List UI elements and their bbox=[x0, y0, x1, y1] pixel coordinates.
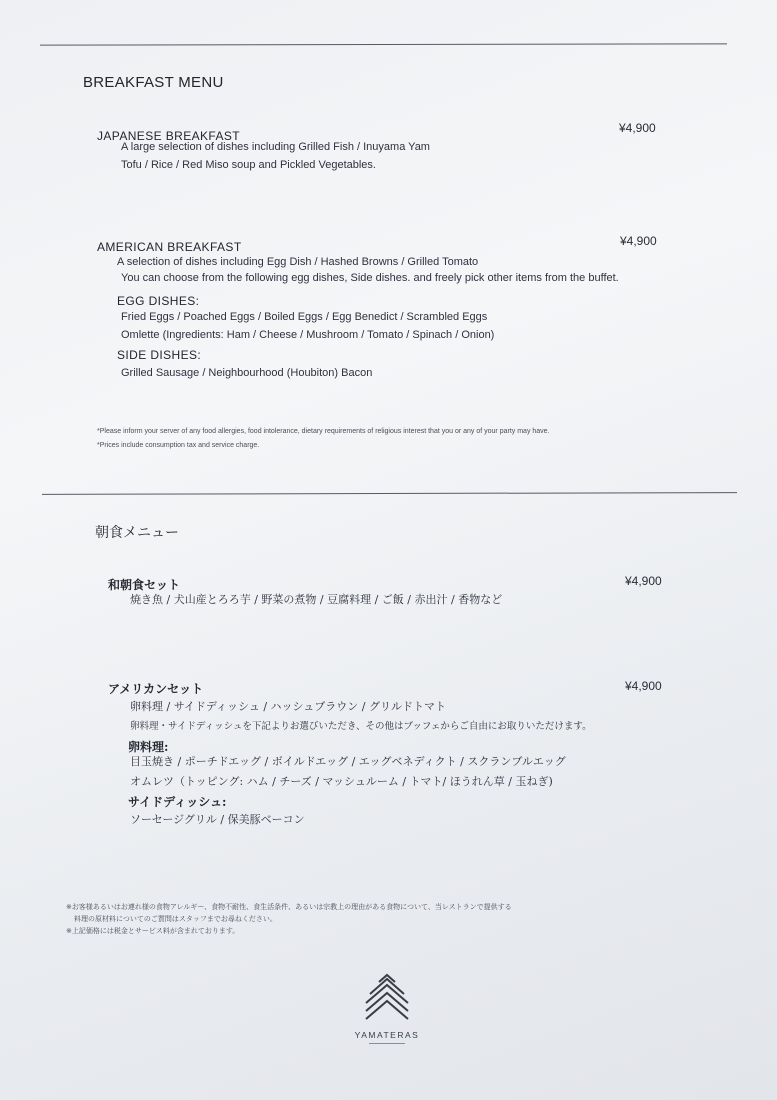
jp-egg-line-2: オムレツ（トッピング: ハム / チーズ / マッシュルーム / トマト/ ほうれん草 / 玉ねぎ) bbox=[130, 775, 553, 788]
side-dishes-line-1: Grilled Sausage / Neighbourhood (Houbiton) Bacon bbox=[121, 367, 373, 379]
jp-american-set-name: アメリカンセット bbox=[108, 682, 204, 696]
jp-japanese-set-desc: 焼き魚 / 犬山産とろろ芋 / 野菜の煮物 / 豆腐料理 / ご飯 / 赤出汁 / 香物など bbox=[130, 593, 503, 606]
egg-dishes-line-1: Fried Eggs / Poached Eggs / Boiled Eggs / Egg Benedict / Scrambled Eggs bbox=[121, 311, 488, 323]
yamateras-logo-name: YAMATERAS bbox=[354, 1030, 420, 1040]
jp-japanese-set-price: ¥4,900 bbox=[625, 574, 662, 588]
yamateras-mountain-logo-icon bbox=[362, 972, 412, 1022]
egg-dishes-line-2: Omlette (Ingredients: Ham / Cheese / Mushroom / Tomato / Spinach / Onion) bbox=[121, 329, 495, 341]
jp-allergy-note-cont: 料理の原材料についてのご質問はスタッフまでお尋ねください。 bbox=[74, 915, 277, 923]
jp-side-line-1: ソーセージグリル / 保美豚ベーコン bbox=[130, 813, 305, 826]
jp-allergy-note: ※お客様あるいはお連れ様の食物アレルギー、食物不耐性、食生活条件、あるいは宗教上の理由がある食物について、当レストランで提供する bbox=[66, 903, 512, 911]
american-breakfast-price: ¥4,900 bbox=[620, 234, 657, 248]
jp-american-set-desc-2: 卵料理・サイドディッシュを下記よりお選びいただき、その他はブッフェからご自由にお取りいただけます。 bbox=[130, 721, 592, 732]
jp-egg-heading: 卵料理: bbox=[128, 740, 169, 754]
jp-japanese-set-name: 和朝食セット bbox=[108, 578, 181, 592]
logo-subtitle-mark bbox=[340, 1043, 434, 1044]
middle-divider bbox=[42, 492, 737, 495]
top-divider bbox=[40, 43, 727, 45]
japanese-menu-title: 朝食メニュー bbox=[95, 525, 179, 541]
jp-egg-line-1: 目玉焼き / ポーチドエッグ / ボイルドエッグ / エッグベネディクト / スクランブルエッグ bbox=[130, 755, 566, 768]
american-breakfast-desc-1: A selection of dishes including Egg Dish / Hashed Browns / Grilled Tomato bbox=[117, 256, 479, 268]
side-dishes-heading: SIDE DISHES: bbox=[117, 348, 202, 362]
egg-dishes-heading: EGG DISHES: bbox=[117, 294, 200, 308]
japanese-breakfast-price: ¥4,900 bbox=[619, 121, 656, 135]
jp-side-heading: サイドディッシュ: bbox=[128, 795, 227, 809]
english-menu-title: BREAKFAST MENU bbox=[83, 74, 224, 91]
jp-tax-note: ※上記価格には税金とサービス料が含まれております。 bbox=[66, 927, 240, 935]
tax-note: *Prices include consumption tax and service charge. bbox=[97, 442, 260, 449]
american-breakfast-desc-2: You can choose from the following egg dishes, Side dishes. and freely pick other items from the buffet. bbox=[121, 272, 619, 284]
japanese-breakfast-desc-1: A large selection of dishes including Grilled Fish / Inuyama Yam bbox=[121, 141, 430, 153]
american-breakfast-name: AMERICAN BREAKFAST bbox=[97, 240, 242, 254]
japanese-breakfast-name: JAPANESE BREAKFAST bbox=[97, 129, 241, 143]
jp-american-set-desc-1: 卵料理 / サイドディッシュ / ハッシュブラウン / グリルドトマト bbox=[130, 700, 447, 713]
jp-american-set-price: ¥4,900 bbox=[625, 679, 662, 693]
allergy-note: *Please inform your server of any food allergies, food intolerance, dietary requirements of religious interest that you or any of your party may have. bbox=[97, 428, 550, 435]
japanese-breakfast-desc-2: Tofu / Rice / Red Miso soup and Pickled Vegetables. bbox=[121, 159, 376, 171]
